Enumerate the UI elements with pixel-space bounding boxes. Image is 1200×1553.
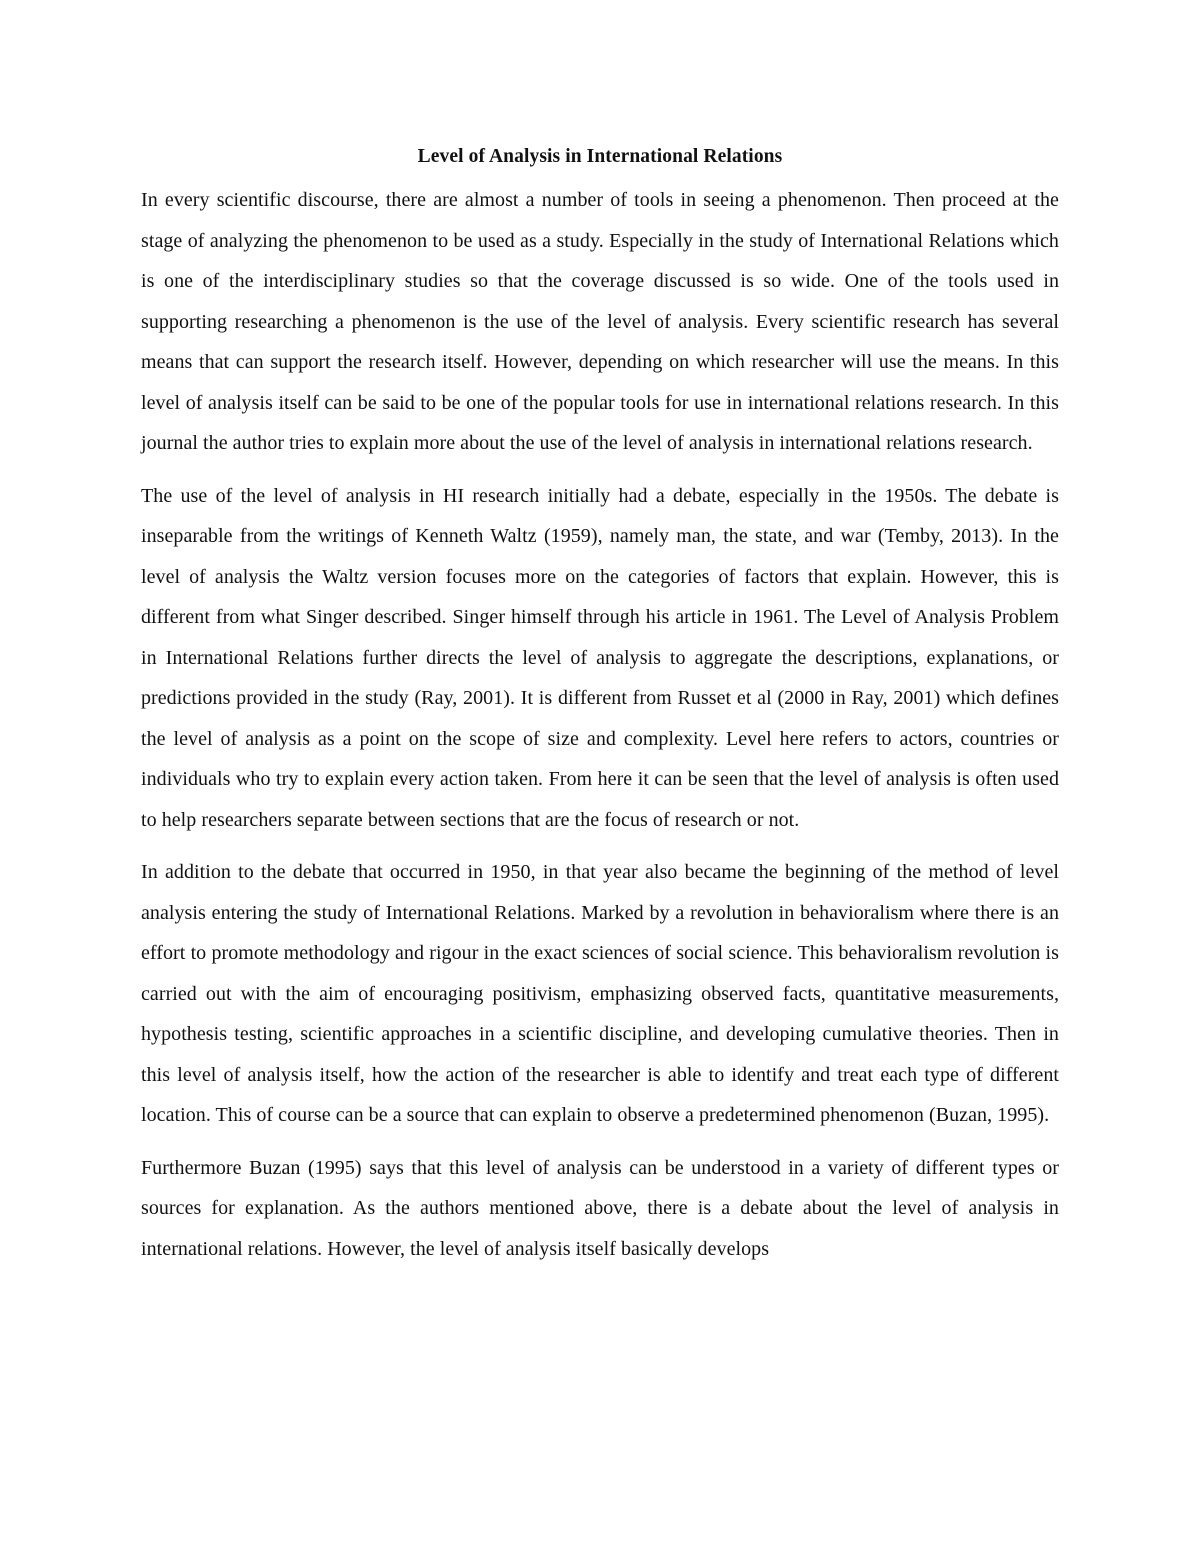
paragraph-behavioralism: In addition to the debate that occurred in 1950, in that year also became the beginning of the method of level analysis entering the study of International Relations. Marked by a revolution in behavioralism where there is an effort to promote methodology and rigour in the exact sciences of social science. This behavioralism revolution is carried out with the aim of encouraging positivism, emphasizing observed facts, quantitative measurements, hypothesis testing, scientific approaches in a scientific discipline, and developing cumulative theories. Then in this level of analysis itself, how the action of the researcher is able to identify and treat each type of different location. This of course can be a source that can explain to observe a predetermined phenomenon (Buzan, 1995).: [141, 861, 1059, 1126]
document-title: Level of Analysis in International Relations: [417, 146, 783, 167]
paragraph-intro: In every scientific discourse, there are almost a number of tools in seeing a phenomenon. Then proceed at the stage of analyzing the phenomenon to be used as a study. Especially in the study of International Relations which is one of the interdisciplinary studies so that the coverage discussed is so wide. One of the tools used in supporting researching a phenomenon is the use of the level of analysis. Every scientific research has several means that can support the research itself. However, depending on which researcher will use the means. In this level of analysis itself can be said to be one of the popular tools for use in international relations research. In this journal the author tries to explain more about the use of the level of analysis in international relations research.: [141, 189, 1059, 454]
paragraph-buzan: Furthermore Buzan (1995) says that this level of analysis can be understood in a variety of different types or sources for explanation. As the authors mentioned above, there is a debate about the level of analysis in international relations. However, the level of analysis itself basically develops: [141, 1156, 1059, 1260]
paragraph-debate: The use of the level of analysis in HI research initially had a debate, especially in the 1950s. The debate is inseparable from the writings of Kenneth Waltz (1959), namely man, the state, and war (Temby, 2013). In the level of analysis the Waltz version focuses more on the categories of factors that explain. However, this is different from what Singer described. Singer himself through his article in 1961. The Level of Analysis Problem in International Relations further directs the level of analysis to aggregate the descriptions, explanations, or predictions provided in the study (Ray, 2001). It is different from Russet et al (2000 in Ray, 2001) which defines the level of analysis as a point on the scope of size and complexity. Level here refers to actors, countries or individuals who try to explain every action taken. From here it can be seen that the level of analysis is often used to help researchers separate between sections that are the focus of research or not.: [141, 484, 1059, 831]
